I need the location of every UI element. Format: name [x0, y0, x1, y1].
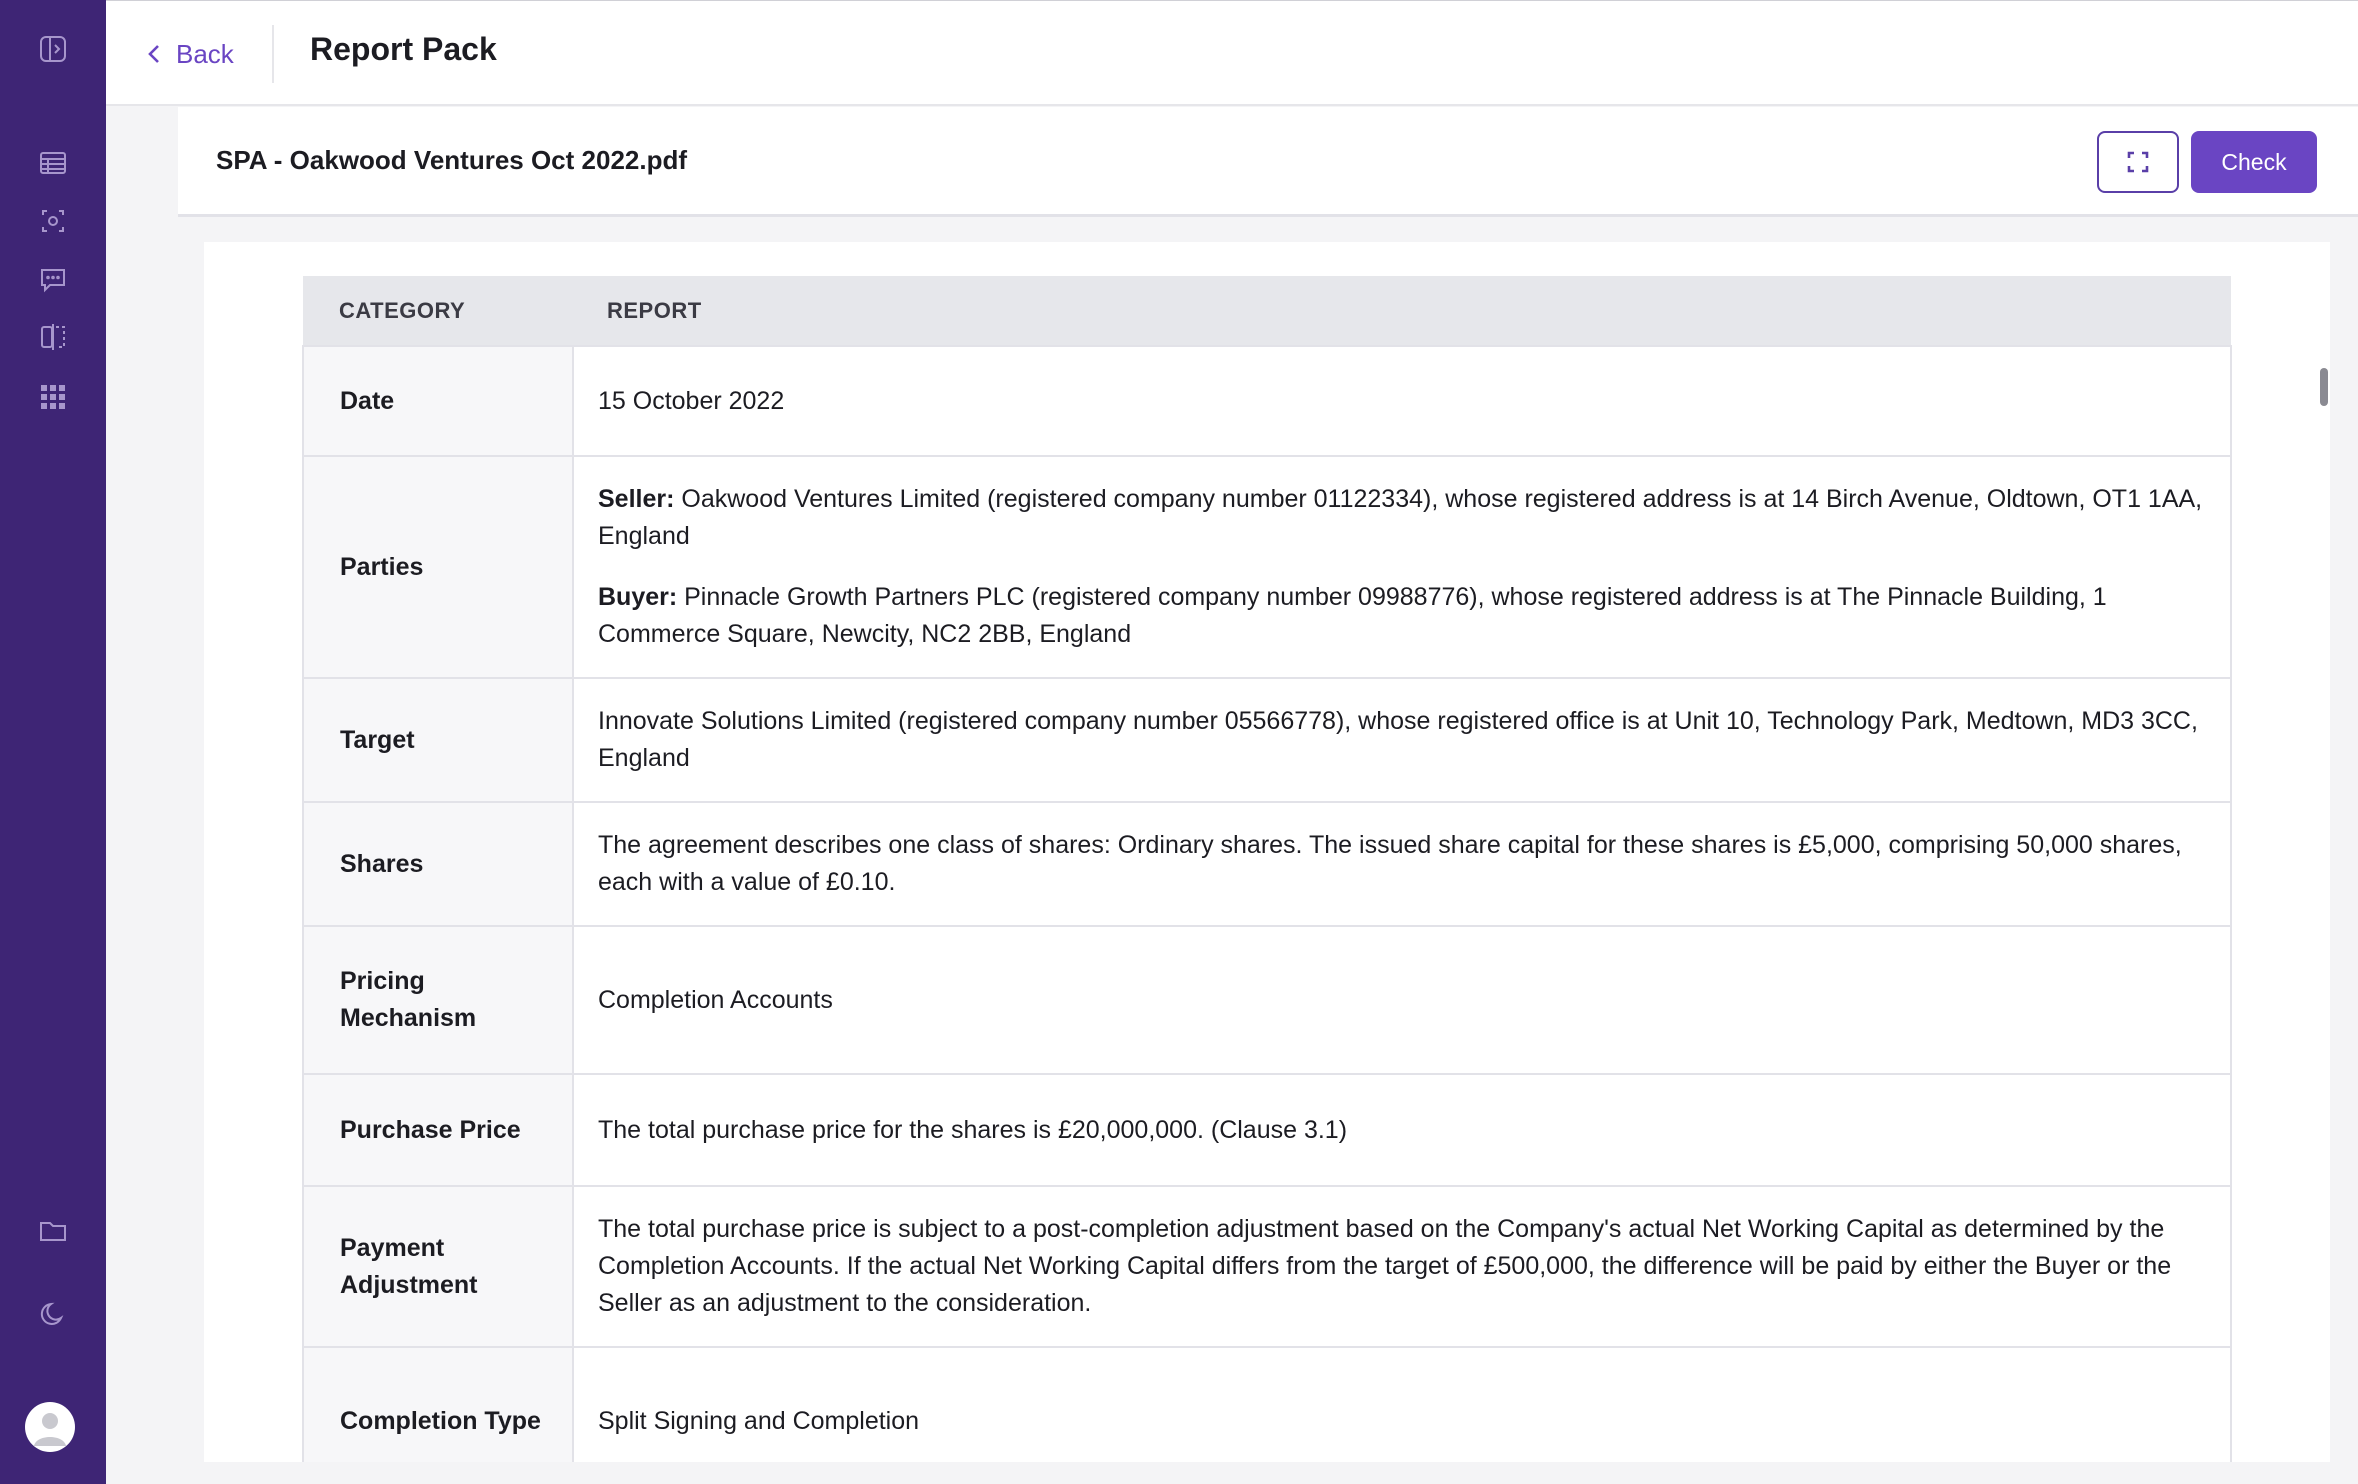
sidebar	[0, 0, 106, 1484]
document-page	[204, 242, 2330, 1462]
grid-icon[interactable]	[0, 372, 106, 422]
category-cell: Target	[303, 678, 573, 802]
category-cell: Date	[303, 346, 573, 456]
category-cell: Shares	[303, 802, 573, 926]
report-cell: The agreement describes one class of shares: Ordinary shares. The issued share capital for these shares is £5,000, comprising 50,000 shares, each with a value of £0.10.	[573, 802, 2231, 926]
header-divider	[272, 25, 274, 83]
category-cell: Completion Type	[303, 1347, 573, 1462]
table-row	[303, 926, 2231, 1074]
table-row	[303, 678, 2231, 802]
document-header	[178, 107, 2358, 217]
buyer-paragraph	[598, 579, 2204, 653]
report-cell: Innovate Solutions Limited (registered company number 05566778), whose registered office is at Unit 10, Technology Park, Medtown, MD3 3CC, England	[573, 678, 2231, 802]
moon-icon[interactable]	[0, 1289, 106, 1339]
table-row	[303, 456, 2231, 678]
column-header-report: REPORT	[573, 276, 2231, 346]
back-label: Back	[176, 38, 234, 69]
scrollbar-thumb[interactable]	[2320, 368, 2328, 406]
table-row	[303, 346, 2231, 456]
chat-icon[interactable]	[0, 254, 106, 304]
seller-label: Seller:	[598, 485, 675, 513]
document-title: SPA - Oakwood Ventures Oct 2022.pdf	[216, 145, 688, 175]
panel-toggle-icon[interactable]	[0, 24, 106, 74]
compare-icon[interactable]	[0, 312, 106, 362]
table-row	[303, 802, 2231, 926]
column-header-category: CATEGORY	[303, 276, 573, 346]
seller-text: Oakwood Ventures Limited (registered company number 01122334), whose registered address is at 14 Birch Avenue, Oldtown, OT1 1AA, England	[598, 485, 2203, 550]
table-icon[interactable]	[0, 138, 106, 188]
fullscreen-button[interactable]	[2097, 131, 2179, 193]
report-cell: The total purchase price for the shares is £20,000,000. (Clause 3.1)	[573, 1074, 2231, 1186]
chevron-left-icon	[144, 43, 164, 65]
back-button[interactable]	[144, 33, 234, 75]
category-cell: Purchase Price	[303, 1074, 573, 1186]
category-cell: Parties	[303, 456, 573, 678]
report-cell: Split Signing and Completion	[573, 1347, 2231, 1462]
report-cell	[573, 456, 2231, 678]
report-cell: 15 October 2022	[573, 346, 2231, 456]
check-button[interactable]: Check	[2191, 131, 2317, 193]
avatar[interactable]	[25, 1402, 75, 1452]
category-cell: Payment Adjustment	[303, 1186, 573, 1347]
table-row	[303, 1074, 2231, 1186]
expand-icon	[2127, 151, 2149, 173]
table-row	[303, 1186, 2231, 1347]
folder-icon[interactable]	[0, 1206, 106, 1256]
document-viewer[interactable]	[178, 220, 2358, 1484]
page-title: Report Pack	[310, 31, 497, 67]
buyer-text: Pinnacle Growth Partners PLC (registered company number 09988776), whose registered address is at The Pinnacle Building, 1 Commerce Square, Newcity, NC2 2BB, England	[598, 583, 2107, 648]
report-cell: The total purchase price is subject to a post-completion adjustment based on the Company's actual Net Working Capital as determined by the Completion Accounts. If the actual Net Working Capital differs from the target of £500,000, the difference will be paid by either the Buyer or the Seller as an adjustment to the consideration.	[573, 1186, 2231, 1347]
report-cell: Completion Accounts	[573, 926, 2231, 1074]
top-bar	[106, 0, 2358, 106]
table-row	[303, 1347, 2231, 1462]
buyer-label: Buyer:	[598, 583, 678, 611]
category-cell: Pricing Mechanism	[303, 926, 573, 1074]
report-table	[302, 276, 2232, 1462]
settings-scan-icon[interactable]	[0, 196, 106, 246]
seller-paragraph	[598, 481, 2204, 555]
